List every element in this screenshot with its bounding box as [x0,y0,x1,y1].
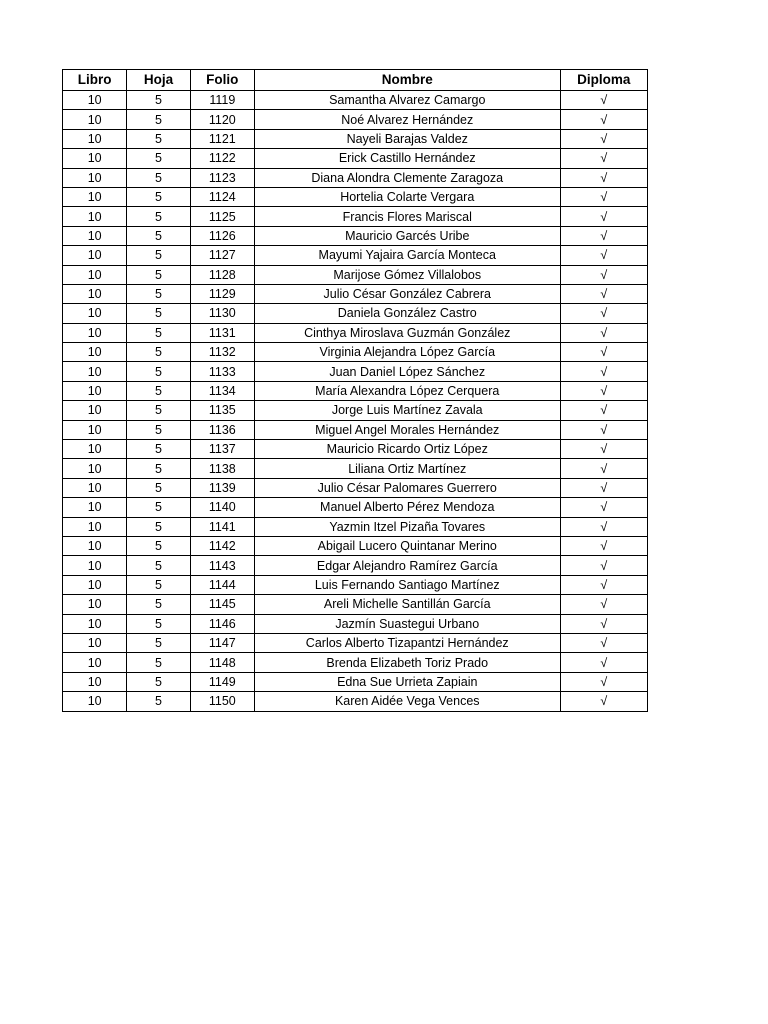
diploma-check-mark: √ [560,265,647,284]
diploma-check-mark: √ [560,692,647,711]
diploma-check-mark: √ [560,284,647,303]
cell-nombre: Mauricio Ricardo Ortiz López [254,440,560,459]
cell-libro: 10 [63,420,127,439]
table-row [63,692,648,711]
cell-nombre: Luis Fernando Santiago Martínez [254,575,560,594]
cell-nombre: Samantha Alvarez Camargo [254,91,560,110]
cell-libro: 10 [63,556,127,575]
table-row [63,91,648,110]
cell-hoja: 5 [127,556,190,575]
diploma-check-mark: √ [560,149,647,168]
diploma-check-mark: √ [560,246,647,265]
diploma-check-mark: √ [560,226,647,245]
table-row [63,440,648,459]
cell-folio: 1149 [190,672,254,691]
cell-nombre: Cinthya Miroslava Guzmán González [254,323,560,342]
cell-hoja: 5 [127,343,190,362]
table-row [63,207,648,226]
cell-libro: 10 [63,110,127,129]
register-table [62,69,648,712]
cell-nombre: Carlos Alberto Tizapantzi Hernández [254,633,560,652]
table-row [63,149,648,168]
cell-libro: 10 [63,149,127,168]
cell-libro: 10 [63,595,127,614]
diploma-check-mark: √ [560,381,647,400]
cell-folio: 1138 [190,459,254,478]
cell-folio: 1127 [190,246,254,265]
cell-hoja: 5 [127,440,190,459]
table-row [63,187,648,206]
cell-hoja: 5 [127,226,190,245]
cell-folio: 1133 [190,362,254,381]
cell-folio: 1150 [190,692,254,711]
cell-nombre: Jorge Luis Martínez Zavala [254,401,560,420]
cell-libro: 10 [63,168,127,187]
cell-folio: 1124 [190,187,254,206]
cell-hoja: 5 [127,633,190,652]
table-row [63,536,648,555]
cell-nombre: Brenda Elizabeth Toriz Prado [254,653,560,672]
cell-nombre: Francis Flores Mariscal [254,207,560,226]
table-row [63,304,648,323]
cell-hoja: 5 [127,149,190,168]
diploma-check-mark: √ [560,478,647,497]
cell-nombre: Mauricio Garcés Uribe [254,226,560,245]
cell-libro: 10 [63,672,127,691]
cell-hoja: 5 [127,381,190,400]
cell-libro: 10 [63,401,127,420]
diploma-check-mark: √ [560,343,647,362]
cell-hoja: 5 [127,653,190,672]
cell-hoja: 5 [127,536,190,555]
cell-libro: 10 [63,284,127,303]
cell-hoja: 5 [127,91,190,110]
cell-libro: 10 [63,536,127,555]
cell-libro: 10 [63,633,127,652]
diploma-check-mark: √ [560,207,647,226]
cell-nombre: Mayumi Yajaira García Monteca [254,246,560,265]
cell-folio: 1145 [190,595,254,614]
diploma-check-mark: √ [560,517,647,536]
cell-libro: 10 [63,187,127,206]
table-row [63,265,648,284]
cell-libro: 10 [63,207,127,226]
diploma-check-mark: √ [560,129,647,148]
cell-folio: 1119 [190,91,254,110]
diploma-check-mark: √ [560,362,647,381]
table-row [63,498,648,517]
cell-nombre: Marijose Gómez Villalobos [254,265,560,284]
table-row [63,420,648,439]
table-row [63,401,648,420]
cell-nombre: Juan Daniel López Sánchez [254,362,560,381]
diploma-check-mark: √ [560,304,647,323]
cell-hoja: 5 [127,168,190,187]
table-header [63,70,648,91]
cell-libro: 10 [63,614,127,633]
cell-nombre: Edna Sue Urrieta Zapiain [254,672,560,691]
cell-libro: 10 [63,323,127,342]
diploma-check-mark: √ [560,536,647,555]
cell-libro: 10 [63,265,127,284]
cell-hoja: 5 [127,575,190,594]
cell-hoja: 5 [127,401,190,420]
cell-nombre: Miguel Angel Morales Hernández [254,420,560,439]
cell-folio: 1136 [190,420,254,439]
cell-folio: 1140 [190,498,254,517]
cell-hoja: 5 [127,323,190,342]
cell-hoja: 5 [127,110,190,129]
cell-libro: 10 [63,304,127,323]
cell-libro: 10 [63,440,127,459]
cell-hoja: 5 [127,498,190,517]
header-libro: Libro [63,70,127,91]
diploma-check-mark: √ [560,614,647,633]
cell-nombre: Diana Alondra Clemente Zaragoza [254,168,560,187]
cell-folio: 1146 [190,614,254,633]
cell-hoja: 5 [127,304,190,323]
header-hoja: Hoja [127,70,190,91]
cell-libro: 10 [63,653,127,672]
table-row [63,556,648,575]
cell-libro: 10 [63,459,127,478]
cell-folio: 1130 [190,304,254,323]
cell-nombre: Erick Castillo Hernández [254,149,560,168]
cell-nombre: María Alexandra López Cerquera [254,381,560,400]
cell-folio: 1142 [190,536,254,555]
cell-libro: 10 [63,478,127,497]
cell-libro: 10 [63,692,127,711]
cell-libro: 10 [63,246,127,265]
cell-libro: 10 [63,226,127,245]
diploma-check-mark: √ [560,187,647,206]
cell-folio: 1134 [190,381,254,400]
cell-hoja: 5 [127,265,190,284]
table-row [63,672,648,691]
diploma-check-mark: √ [560,556,647,575]
diploma-check-mark: √ [560,323,647,342]
cell-nombre: Abigail Lucero Quintanar Merino [254,536,560,555]
diploma-check-mark: √ [560,110,647,129]
header-folio: Folio [190,70,254,91]
table-row [63,110,648,129]
cell-folio: 1135 [190,401,254,420]
cell-nombre: Nayeli Barajas Valdez [254,129,560,148]
cell-hoja: 5 [127,129,190,148]
cell-libro: 10 [63,343,127,362]
diploma-check-mark: √ [560,672,647,691]
cell-hoja: 5 [127,595,190,614]
cell-hoja: 5 [127,187,190,206]
cell-folio: 1139 [190,478,254,497]
cell-hoja: 5 [127,207,190,226]
diploma-check-mark: √ [560,420,647,439]
diploma-check-mark: √ [560,401,647,420]
table-row [63,517,648,536]
diploma-check-mark: √ [560,91,647,110]
diploma-check-mark: √ [560,440,647,459]
cell-nombre: Liliana Ortiz Martínez [254,459,560,478]
cell-nombre: Virginia Alejandra López García [254,343,560,362]
table-row [63,459,648,478]
cell-folio: 1128 [190,265,254,284]
cell-hoja: 5 [127,459,190,478]
cell-nombre: Noé Alvarez Hernández [254,110,560,129]
cell-libro: 10 [63,381,127,400]
table-row [63,595,648,614]
cell-libro: 10 [63,362,127,381]
cell-nombre: Karen Aidée Vega Vences [254,692,560,711]
cell-folio: 1123 [190,168,254,187]
cell-hoja: 5 [127,614,190,633]
cell-folio: 1143 [190,556,254,575]
table-body [63,91,648,712]
cell-nombre: Yazmin Itzel Pizaña Tovares [254,517,560,536]
table-row [63,246,648,265]
cell-nombre: Julio César Palomares Guerrero [254,478,560,497]
diploma-check-mark: √ [560,595,647,614]
diploma-check-mark: √ [560,498,647,517]
table-row [63,614,648,633]
cell-hoja: 5 [127,478,190,497]
cell-folio: 1132 [190,343,254,362]
table-row [63,478,648,497]
diploma-check-mark: √ [560,633,647,652]
diploma-check-mark: √ [560,575,647,594]
cell-hoja: 5 [127,692,190,711]
cell-nombre: Manuel Alberto Pérez Mendoza [254,498,560,517]
cell-libro: 10 [63,498,127,517]
header-nombre: Nombre [254,70,560,91]
cell-folio: 1121 [190,129,254,148]
cell-nombre: Areli Michelle Santillán García [254,595,560,614]
cell-libro: 10 [63,129,127,148]
diploma-check-mark: √ [560,168,647,187]
cell-folio: 1129 [190,284,254,303]
table-row [63,129,648,148]
table-row [63,343,648,362]
cell-libro: 10 [63,91,127,110]
cell-hoja: 5 [127,420,190,439]
cell-hoja: 5 [127,362,190,381]
cell-folio: 1148 [190,653,254,672]
table-row [63,633,648,652]
cell-folio: 1131 [190,323,254,342]
diploma-check-mark: √ [560,653,647,672]
cell-folio: 1141 [190,517,254,536]
cell-hoja: 5 [127,517,190,536]
cell-folio: 1125 [190,207,254,226]
cell-folio: 1144 [190,575,254,594]
diploma-check-mark: √ [560,459,647,478]
table-row [63,168,648,187]
table-row [63,323,648,342]
cell-folio: 1147 [190,633,254,652]
table-row [63,226,648,245]
header-row [63,70,648,91]
table-row [63,362,648,381]
cell-folio: 1120 [190,110,254,129]
cell-folio: 1122 [190,149,254,168]
cell-nombre: Edgar Alejandro Ramírez García [254,556,560,575]
cell-folio: 1126 [190,226,254,245]
cell-libro: 10 [63,517,127,536]
table-row [63,284,648,303]
cell-libro: 10 [63,575,127,594]
table-row [63,575,648,594]
cell-nombre: Hortelia Colarte Vergara [254,187,560,206]
header-diploma: Diploma [560,70,647,91]
cell-hoja: 5 [127,672,190,691]
table-row [63,653,648,672]
cell-hoja: 5 [127,284,190,303]
table-row [63,381,648,400]
cell-nombre: Jazmín Suastegui Urbano [254,614,560,633]
cell-folio: 1137 [190,440,254,459]
cell-nombre: Daniela González Castro [254,304,560,323]
cell-nombre: Julio César González Cabrera [254,284,560,303]
cell-hoja: 5 [127,246,190,265]
